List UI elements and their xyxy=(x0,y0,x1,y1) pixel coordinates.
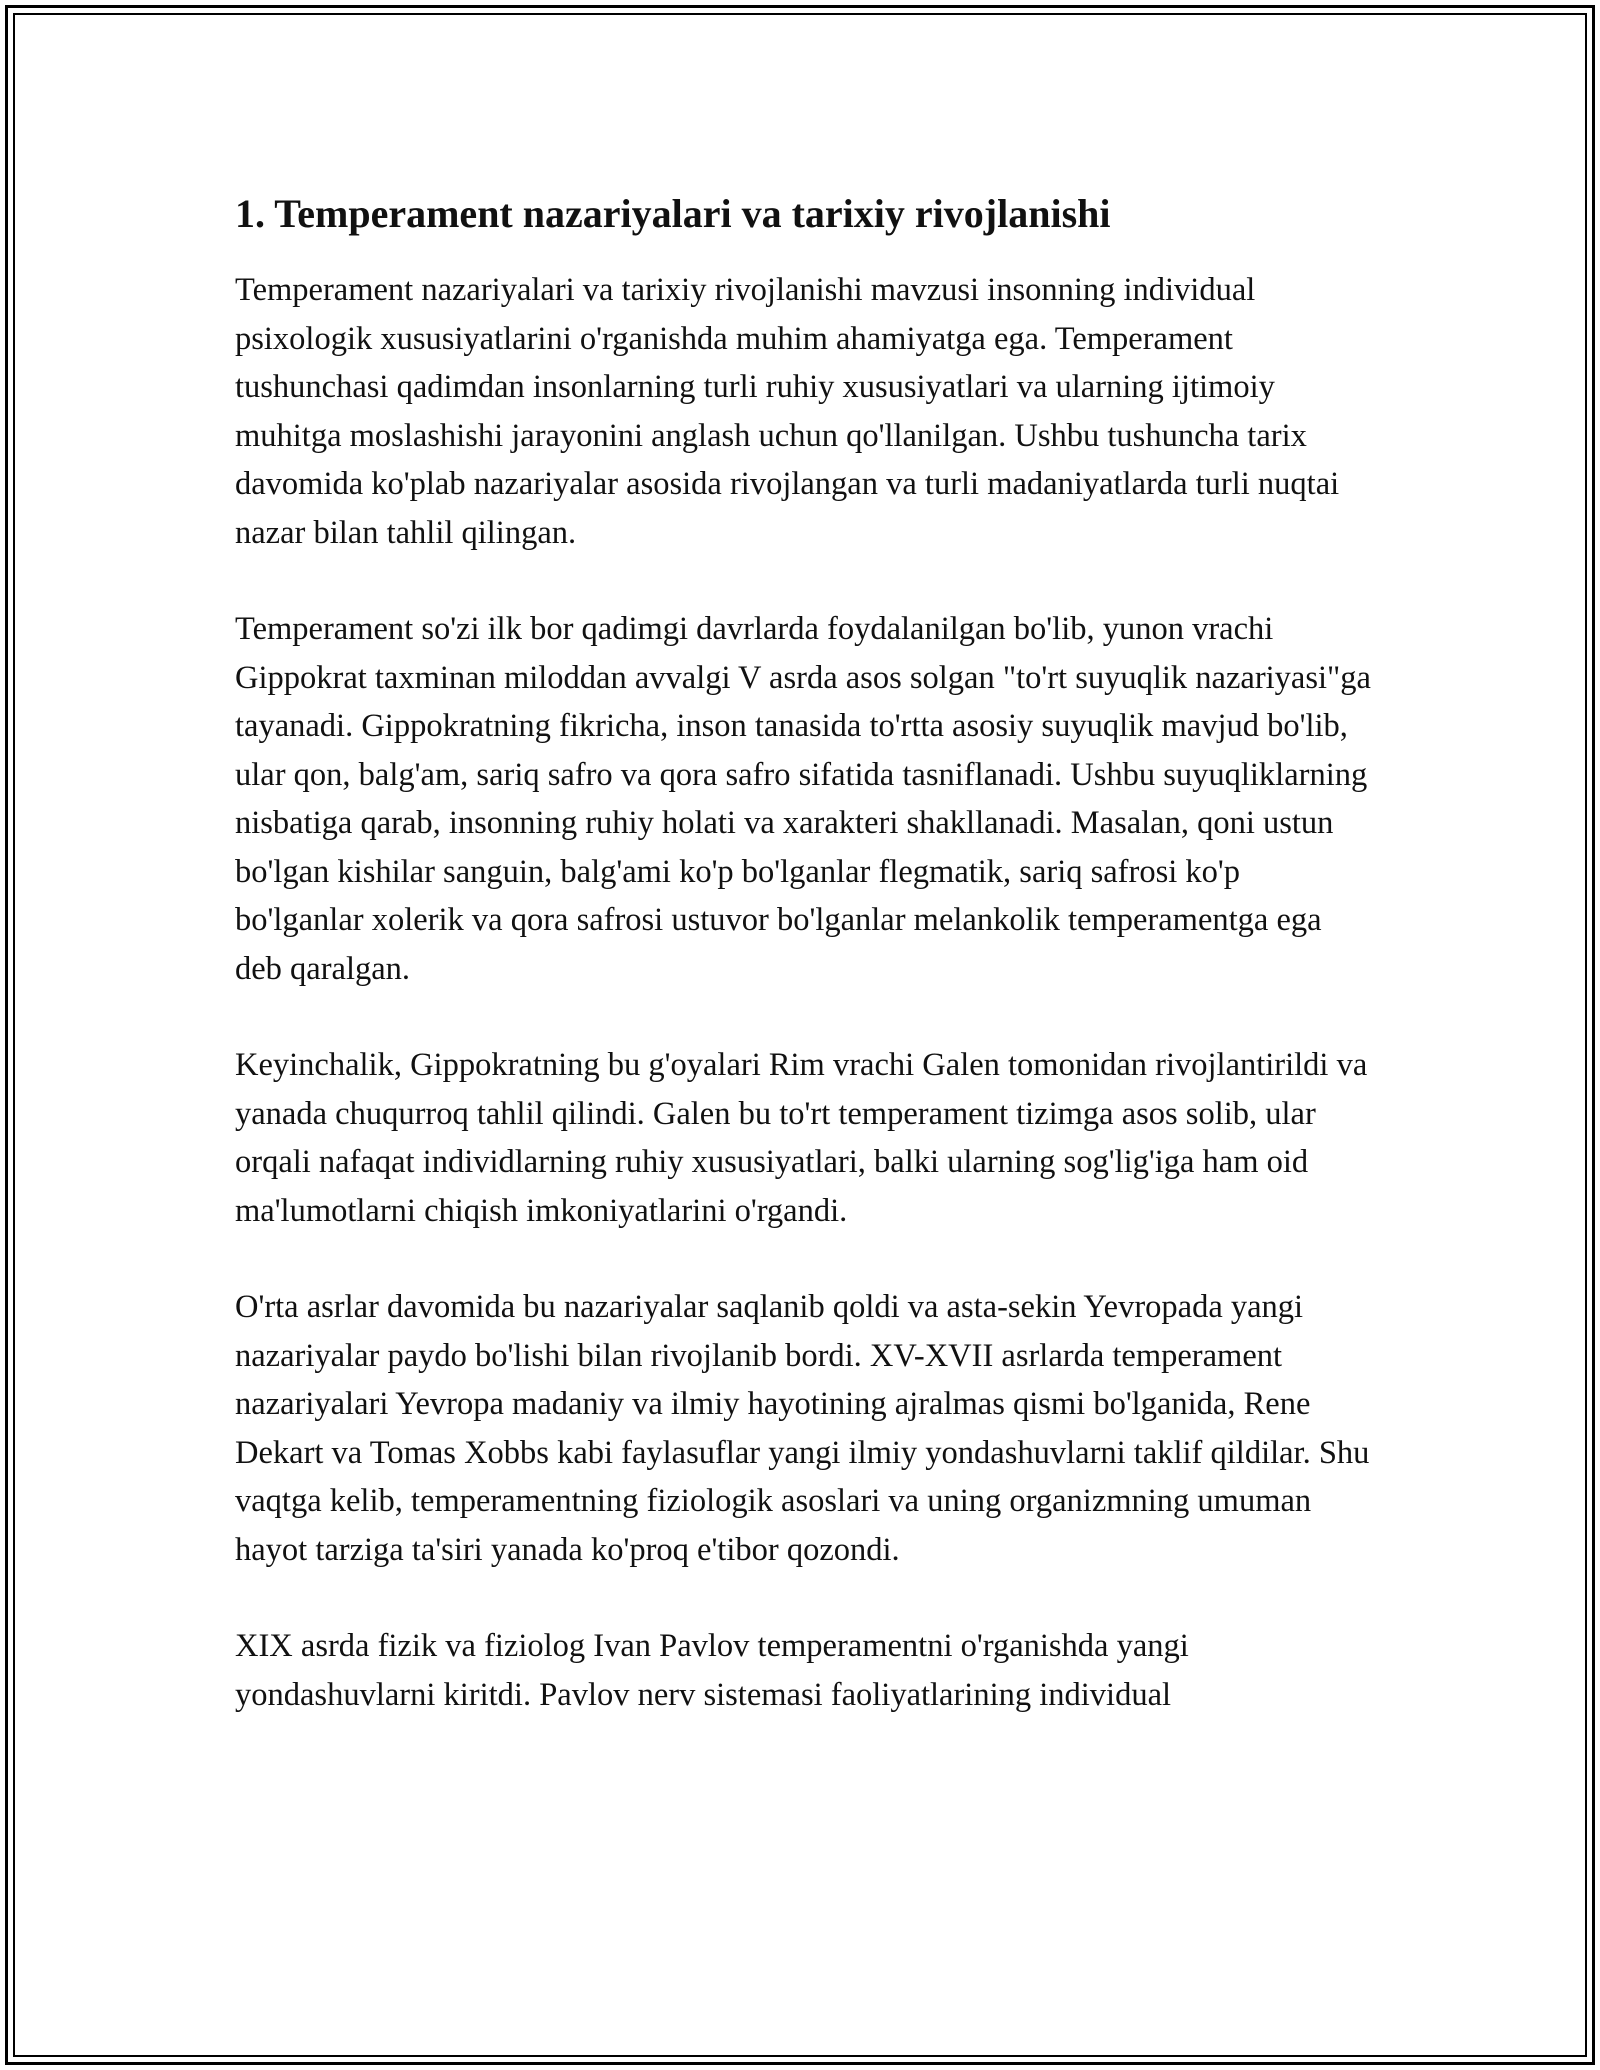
section-heading: 1. Temperament nazariyalari va tarixiy rivojlanishi xyxy=(235,191,1111,236)
document-body xyxy=(235,188,1375,1767)
paragraph-4: O'rta asrlar davomida bu nazariyalar saqlanib qoldi va asta-sekin Yevropada yangi nazariyalar paydo bo'lishi bilan rivojlanib bordi. XV-XVII asrlarda temperament nazariyalari Yevropa madaniy va ilmiy hayotining ajralmas qismi bo'lganida, Rene Dekart va Tomas Xobbs kabi faylasuflar yangi ilmiy yondashuvlarni taklif qildilar. Shu vaqtga kelib, temperamentning fiziologik asoslari va uning organizmning umuman hayot tarziga ta'siri yanada ko'proq e'tibor qozondi. xyxy=(235,1289,1370,1568)
paragraph-3: Keyinchalik, Gippokratning bu g'oyalari Rim vrachi Galen tomonidan rivojlantirildi va yanada chuqurroq tahlil qilindi. Galen bu to'rt temperament tizimga asos solib, ular orqali nafaqat individlarning ruhiy xususiyatlari, balki ularning sog'lig'iga ham oid ma'lumotlarni chiqish imkoniyatlarini o'rgandi. xyxy=(235,1047,1368,1229)
paragraph-2: Temperament so'zi ilk bor qadimgi davrlarda foydalanilgan bo'lib, yunon vrachi Gippokrat taxminan miloddan avvalgi V asrda asos solgan "to'rt suyuqlik nazariyasi"ga tayanadi. Gippokratning fikricha, inson tanasida to'rtta asosiy suyuqlik mavjud bo'lib, ular qon, balg'am, sariq safro va qora safro sifatida tasniflanadi. Ushbu suyuqliklarning nisbatiga qarab, insonning ruhiy holati va xarakteri shakllanadi. Masalan, qoni ustun bo'lgan kishilar sanguin, balg'ami ko'p bo'lganlar flegmatik, sariq safrosi ko'p bo'lganlar xolerik va qora safrosi ustuvor bo'lganlar melankolik temperamentga ega deb qaralgan. xyxy=(235,611,1371,987)
paragraph-1: Temperament nazariyalari va tarixiy rivojlanishi mavzusi insonning individual psixologik xususiyatlarini o'rganishda muhim ahamiyatga ega. Temperament tushunchasi qadimdan insonlarning turli ruhiy xususiyatlari va ularning ijtimoiy muhitga moslashishi jarayonini anglash uchun qo'llanilgan. Ushbu tushuncha tarix davomida ko'plab nazariyalar asosida rivojlangan va turli madaniyatlarda turli nuqtai nazar bilan tahlil qilingan. xyxy=(235,272,1340,551)
paragraph-5: XIX asrda fizik va fiziolog Ivan Pavlov temperamentni o'rganishda yangi yondashuvlarni kiritdi. Pavlov nerv sistemasi faoliyatlarining individual xyxy=(235,1628,1189,1713)
